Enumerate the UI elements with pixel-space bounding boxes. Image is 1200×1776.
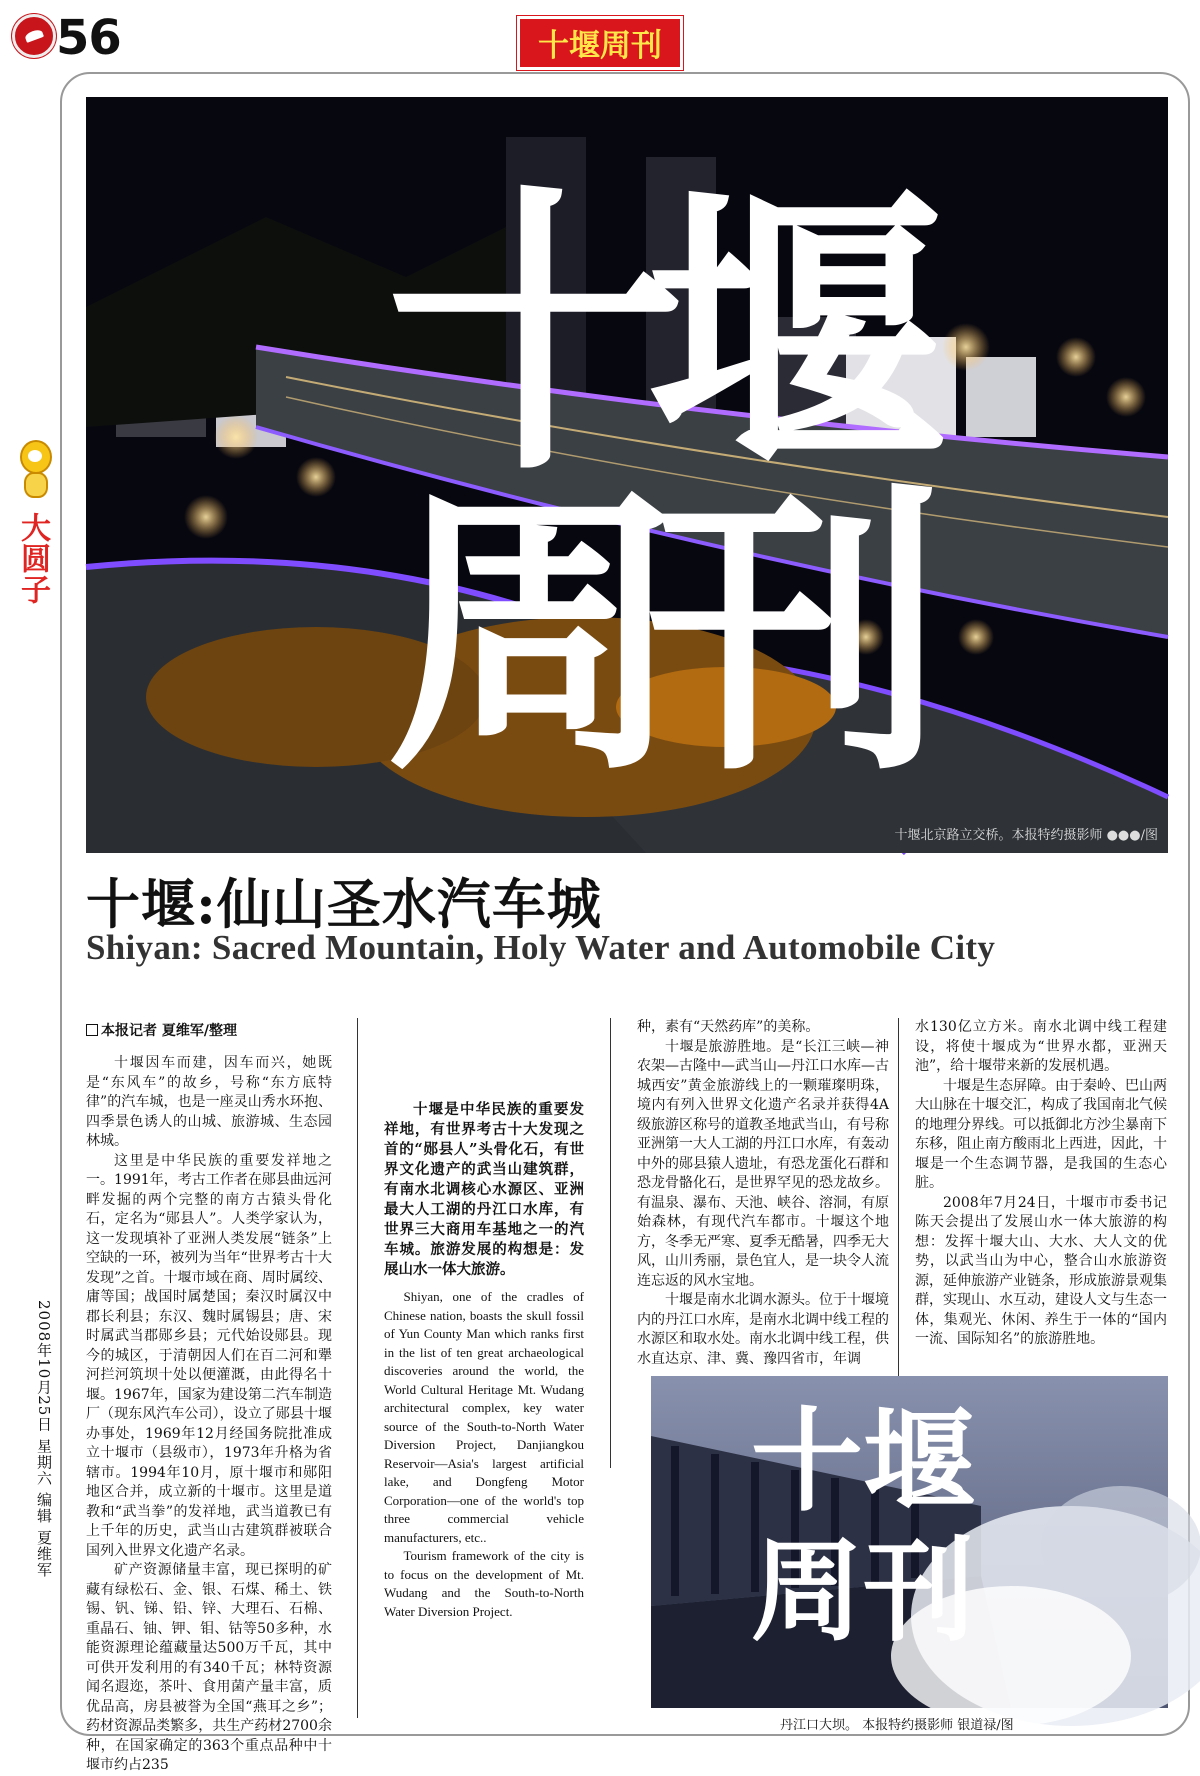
hero-title-char: 周: [386, 462, 686, 811]
mascot-label: 大圆子: [15, 512, 50, 605]
hero-title-overlay: [386, 162, 946, 827]
paragraph: 这里是中华民族的重要发祥地之一。1991年，考古工作者在郧县曲远河畔发掘的两个完整的南方古猿头骨化石，定名为“郧县人”。人类学家认为，这一发现填补了亚洲人类发展“链条”上空缺的一环，被列为当年“世界考古十大发现”之首。十堰市域在商、周时属绞、庸等国；战国时属楚国；秦汉时属汉中郡长利县；东汉、魏时属锡县；唐、宋时属武当郡郧乡县；元代始设郧县。现今的城区，于清朝因人们在百二河和犟河拦河筑坝十处以便灌溉，由此得名十堰。1967年，国家为建设第二汽车制造厂（现东风汽车公司），设立了郧县十堰办事处，1969年12月经国务院批准成立十堰市（县级市），1973年升格为省辖市。1994年10月，原十堰市和郧阳地区合并，成立新的十堰市。这里是道教和“武当拳”的发祥地，武当道教已有上千年的历史，武当山古建筑群被联合国列入世界文化遗产名录。: [86, 1152, 332, 1559]
paragraph-summary-zh: 十堰是中华民族的重要发祥地，有世界考古十大发现之首的“郧县人”头骨化石，有世界文化遗产的武当山建筑群，有南水北调核心水源区、亚洲最大人工湖的丹江口水库，有世界三大商用车基地之一的汽车城。旅游发展的构想是：发展山水一体大旅游。: [384, 1101, 584, 1278]
paragraph-summary-en: Shiyan, one of the cradles of Chinese nation, boasts the skull fossil of Yun County Man which ranks first in the list of ten great archaeological discoveries around the world, the World Cultural Heritage Mt. Wudang architectural complex, key water source of the South-to-North Water Diversion Project, Danjiangkou Reservoir—Asia's largest artificial lake, and Dongfeng Motor Corporation—one of the world's top three commercial vehicle manufacturers, etc..: [384, 1289, 584, 1545]
paragraph-summary-en: Tourism framework of the city is to focus on the development of Mt. Wudang and the South-to-North Water Diversion Project.: [384, 1548, 584, 1619]
byline: [86, 1020, 237, 1040]
checkbox-icon: [86, 1024, 98, 1036]
paragraph: 十堰是生态屏障。由于秦岭、巴山两大山脉在十堰交汇，构成了我国南北气候的地理分界线。可以抵御北方沙尘暴南下东移，阻止南方酸雨北上西进，因此，十堰是一个生态调节器，是我国的生态心脏。: [915, 1077, 1167, 1191]
article-column-1: [86, 1054, 332, 1776]
hero-caption: 十堰北京路立交桥。本报特约摄影师 ●●●/图: [894, 828, 1158, 843]
paragraph: 2008年7月24日，十堰市市委书记陈天会提出了发展山水一体大旅游的构想：发挥十堰大山、大水、大人文的优势，以武当山为中心，整合山水旅游资源，延伸旅游产业链条，形成旅游景观集群，实现山、水互动，建设人文与生态一体，集观光、休闲、养生于一体的“国内一流、国际知名”的旅游胜地。: [915, 1194, 1167, 1347]
hero-photo: [86, 97, 1168, 853]
dam-title-char: 周: [751, 1527, 863, 1657]
hero-title-char: 刊: [646, 462, 946, 811]
paragraph: 水130亿立方米。南水北调中线工程建设，将使十堰成为“世界水都，亚洲天池”，给十堰带来新的发展机遇。: [915, 1019, 1167, 1074]
edition-date-line: 2008年10月25日 星期六 编辑 夏维军: [35, 1300, 53, 1578]
section-title-badge: 十堰周刊: [517, 16, 683, 70]
page-number: 56: [56, 10, 121, 66]
column-divider: [610, 1018, 611, 1468]
headline-chinese: 十堰:仙山圣水汽车城: [86, 872, 602, 936]
dam-caption: 丹江口大坝。 本报特约摄影师 银道禄/图: [780, 1718, 1014, 1733]
dam-title-char: 刊: [863, 1527, 975, 1657]
newspaper-logo-icon: [12, 14, 56, 58]
byline-text: 本报记者 夏维军/整理: [101, 1023, 237, 1039]
dam-title-char: 十: [751, 1397, 863, 1527]
paragraph: 十堰因车而建，因车而兴，她既是“东风车”的故乡，号称“东方底特律”的汽车城，也是一座灵山秀水环抱、四季景色诱人的山城、旅游城、生态园林城。: [86, 1055, 332, 1149]
article-column-3: [637, 1018, 889, 1369]
paragraph: 十堰是南水北调水源头。位于十堰境内的丹江口水库，是南水北调中线工程的水源区和取水处。南水北调中线工程，供水直达京、津、冀、豫四省市，年调: [637, 1292, 889, 1367]
hero-title-char: 十: [386, 162, 686, 511]
dam-title-char: 堰: [863, 1397, 975, 1527]
dam-title-overlay: [751, 1397, 1051, 1686]
hero-title-char: 堰: [646, 162, 946, 511]
article-column-4: [915, 1018, 1167, 1350]
column-divider: [898, 1018, 899, 1378]
mascot-icon: [12, 440, 58, 510]
headline-english: Shiyan: Sacred Mountain, Holy Water and Automobile City: [86, 928, 996, 967]
paragraph: 矿产资源储量丰富，现已探明的矿藏有绿松石、金、银、石煤、稀土、铁锡、钒、锑、铅、锌、大理石、石棉、重晶石、铀、钾、钼、钴等50多种，水能资源理论蕴藏量达500万千瓦，其中可供开发利用的有340千瓦；林特资源闻名遐迩，茶叶、食用菌产量丰富，质优品高，房县被誉为全国“燕耳之乡”；药材资源品类繁多，共生产药材2700余种，在国家确定的363个重点品种中十堰市约占235: [86, 1562, 332, 1773]
column-divider: [357, 1018, 358, 1718]
article-column-2-summary: [384, 1100, 584, 1621]
paragraph: 种，素有“天然药库”的美称。: [637, 1019, 820, 1035]
paragraph: 十堰是旅游胜地。是“长江三峡—神农架—古隆中—武当山—丹江口水库—古城西安”黄金旅游线上的一颗璀璨明珠，境内有列入世界文化遗产名录并获得4A级旅游区称号的道教圣地武当山，有号称亚洲第一大人工湖的丹江口水库，有轰动中外的郧县猿人遗址，有恐龙蛋化石群和恐龙骨骼化石，是世界罕见的恐龙故乡。有温泉、瀑布、天池、峡谷、溶洞，有原始森林，有现代汽车都市。十堰这个地方，冬季无严寒、夏季无酷暑，四季无大风，山川秀丽，景色宜人，是一块令人流连忘返的风水宝地。: [637, 1038, 889, 1289]
dam-photo: [651, 1376, 1168, 1708]
